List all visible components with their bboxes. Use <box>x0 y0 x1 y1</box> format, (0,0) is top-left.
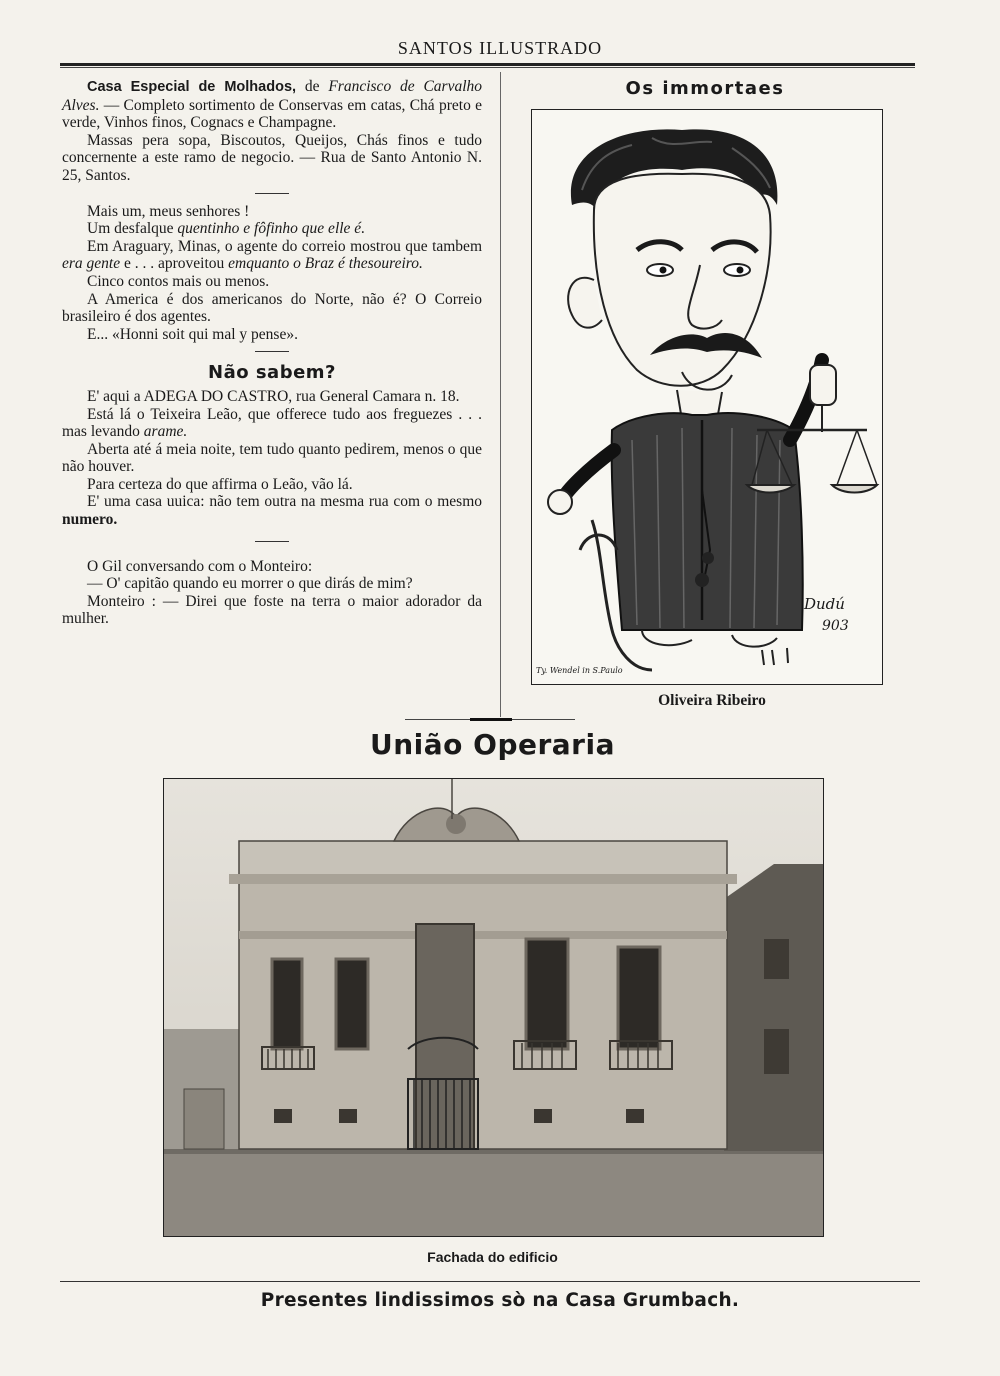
ad-text-2: Massas pera sopa, Biscoutos, Queijos, Chás finos e tudo concernente a este ramo de negocio. — Rua de Santo Antonio N. 25, Santos. <box>62 131 482 184</box>
nao-sabem-p5-b: numero. <box>62 511 118 529</box>
nao-sabem-p3: Aberta até á meia noite, tem tudo quanto pedirem, menos o que não houver. <box>62 440 482 476</box>
immortaes-title: Os immortaes <box>625 78 785 99</box>
nao-sabem-p5-a: E' uma casa uuica: não tem outra na mesma rua com o mesmo <box>87 493 482 511</box>
building-photo <box>163 778 824 1237</box>
desfalque-p3-a: Em Araguary, Minas, o agente do correio mostrou que tambem <box>87 237 482 255</box>
left-column <box>62 78 482 628</box>
gil-p2: — O' capitão quando eu morrer o que dirás de mim? <box>87 575 413 593</box>
nao-sabem-p2-a: Está lá o Teixeira Leão, que offerece tudo aos freguezes . . . mas levando <box>62 405 482 441</box>
column-divider <box>500 72 501 717</box>
caricature-illustration <box>531 109 883 685</box>
nao-sabem-p2 <box>62 406 482 441</box>
nao-sabem-heading: Não sabem? <box>208 362 336 384</box>
gil-p1: O Gil conversando com o Monteiro: <box>87 557 313 575</box>
desfalque-p2-b: quentinho e fôfinho que elle é. <box>177 220 366 238</box>
desfalque-p6: E... «Honni soit qui mal y pense». <box>87 325 298 343</box>
ad-lead: de <box>304 78 320 95</box>
uniao-title: União Operaria <box>370 728 615 761</box>
section-rule-accent <box>470 718 512 721</box>
header-rule <box>60 63 915 68</box>
footer-advertisement: Presentes lindissimos sò na Casa Grumbach. <box>260 1290 740 1311</box>
desfalque-p2 <box>62 220 482 238</box>
desfalque-p1: Mais um, meus senhores ! <box>87 202 250 220</box>
ad-casa-molhados <box>62 78 482 132</box>
artist-year: 903 <box>822 618 849 634</box>
desfalque-p5: A America é dos americanos do Norte, não é? O Correio brasileiro é dos agentes. <box>62 290 482 326</box>
desfalque-p3-c: e . . . aproveitou <box>123 255 225 273</box>
desfalque-p3 <box>62 238 482 273</box>
desfalque-p3-d: emquanto o Braz é thesoureiro. <box>228 255 423 273</box>
ad-business-name: Casa Especial de Molhados, <box>87 79 297 95</box>
separator-rule <box>255 541 289 542</box>
page-header: SANTOS ILLUSTRADO <box>397 38 603 58</box>
building-facade-image <box>164 779 823 1236</box>
footer-rule <box>60 1281 920 1282</box>
desfalque-p3-b: era gente <box>62 255 121 273</box>
printer-mark: Ty. Wendel in S.Paulo <box>536 666 623 675</box>
nao-sabem-p4: Para certeza do que affirma o Leão, vão lá. <box>87 475 353 493</box>
nao-sabem-p2-b: arame. <box>143 423 188 441</box>
desfalque-p4: Cinco contos mais ou menos. <box>87 272 270 290</box>
nao-sabem-p5 <box>62 493 482 528</box>
ad-owner: Francisco de Carvalho Alves. <box>62 78 483 114</box>
gil-p3: Monteiro : — Direi que foste na terra o maior adorador da mulher. <box>62 592 482 628</box>
photo-caption: Fachada do edificio <box>427 1249 558 1265</box>
separator-rule <box>255 351 289 352</box>
caricature-caption: Oliveira Ribeiro <box>658 692 766 709</box>
desfalque-p2-a: Um desfalque <box>87 220 174 238</box>
ad-text-1: — Completo sortimento de Conservas em catas, Chá preto e verde, Vinhos finos, Cognacs e Champagne. <box>62 96 483 132</box>
nao-sabem-p1: E' aqui a ADEGA DO CASTRO, rua General Camara n. 18. <box>87 387 460 405</box>
artist-signature: Dudú <box>804 595 845 613</box>
separator-rule <box>255 193 289 194</box>
